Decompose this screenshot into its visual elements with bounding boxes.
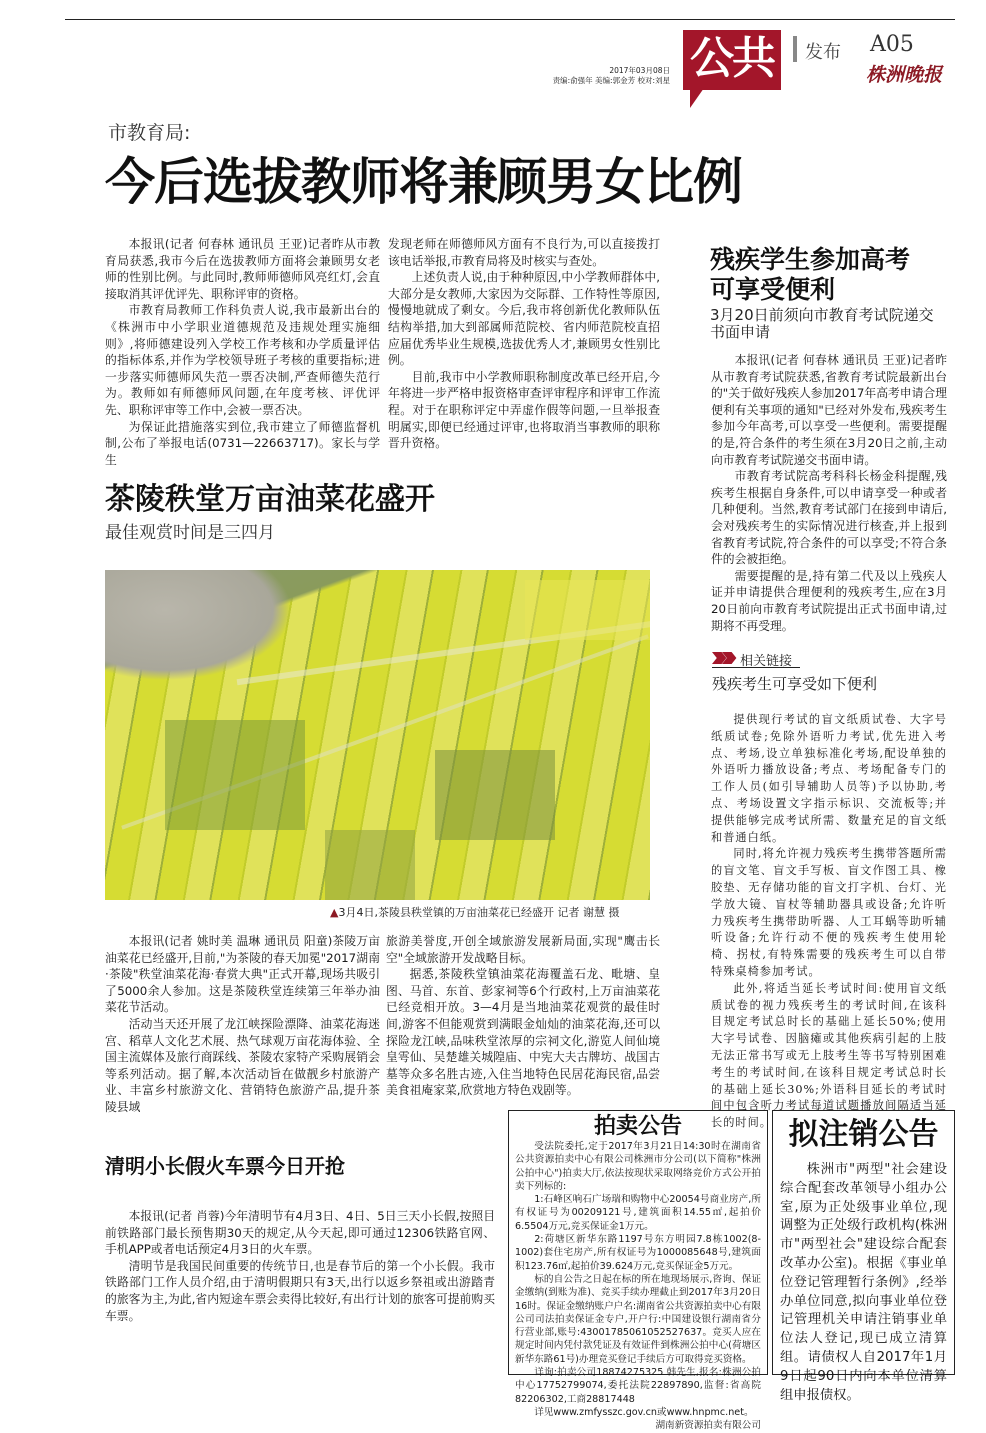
paragraph: 发现老师在师德师风方面有不良行为,可以直接拨打该电话举报,市教育局将及时核实与查处。 [388,237,660,268]
paragraph: 为保证此措施落实到位,我市建立了师德监督机制,公布了举报电话(0731—22663717)。家长与学生 [105,419,380,467]
related-link-body [711,712,947,1132]
lead-column-2 [388,236,660,452]
triangle-icon: ▲ [330,906,339,919]
auction-notice [508,1110,768,1432]
paragraph: 目前,我市中小学教师职称制度改革已经开启,今年将进一步严格申报资格审查评审程序和评审工作流程。对于在职称评定中弄虚作假等问题,一旦举报查明属实,即便已经通过评审,也将取消当事教师的职称晋升资格。 [388,369,660,451]
rapeseed-column-2 [386,933,660,1099]
paragraph: 2:荷塘区新华东路1197号东方明园7.8栋1002(8-1002)套住宅房产,所有权证号为1000085648号,建筑面积123.76㎡,起拍价39.624万元,竞买保证金5万元。 [515,1234,761,1272]
rapeseed-column-1 [105,933,380,1116]
auction-title: 拍卖公告 [593,1114,682,1139]
lead-kicker: 市教育局: [108,122,191,144]
paragraph: 本报讯(记者 何春林 通讯员 王亚)记者昨从市教育考试院获悉,省教育考试院最新出台的"关于做好残疾人参加2017年高考申请合理便利有关事项的通知"已经对外发布,残疾考生参加今年高考,可以享受一些便利。需要提醒的是,符合条件的考生须在3月20日之前,主动向市教育考试院递交书面申请。 [711,353,947,467]
lead-headline: 今后选拔教师将兼顾男女比例 [105,153,742,211]
rapeseed-subtitle: 最佳观赏时间是三四月 [105,523,275,543]
related-link-title: 残疾考生可享受如下便利 [712,675,878,693]
paragraph: 标的自公告之日起在标的所在地现场展示,咨询、保证金缴纳(到账为准)、竞买手续办理截止到2017年3月20日16时。保证金缴纳账户户名:湖南省公共资源拍卖中心有限公司司法拍卖保证金专户,开户行:中国建设银行湖南省分行营业部,账号:43001785061052527637。竞买人应在规定时间内凭付款凭证及有效证件到株洲公拍中心(荷塘区新华东路61号)办理竞买登记手续后方可取得竞买资格。 [515,1273,761,1365]
paragraph: 旅游美誉度,开创全域旅游发展新局面,实现"鹰击长空"全域旅游开发战略目标。 [386,934,660,965]
editor-credits: 责编:俞强年 美编:郭金芳 校对:刘星 [552,76,670,85]
divider [793,36,797,62]
logo-tail [690,88,704,108]
section-name: 发布 [805,42,841,63]
dateline [540,66,670,86]
lead-column-1 [105,236,380,468]
paragraph: 株洲市"两型"社会建设综合配套改革领导小组办公室,原为正处级事业单位,现调整为正处级行政机构(株洲市"两型社会"建设综合配套改革办公室)。根据《事业单位登记管理暂行条例》,经举办单位同意,拟向事业单位登记管理机关申请注销事业单位法人登记,现已成立清算组。请债权人自2017年1月9日起90日内向本单位清算组申报债权。 [780,1162,947,1403]
paragraph: 本报讯(记者 何春林 通讯员 王亚)记者昨从市教育局获悉,我市今后在选拔教师方面将会兼顾男女老师的性别比例。与此同时,教师师德师风亮红灯,会直接取消其评优评先、职称评审的资格。 [105,237,380,301]
paragraph: 1:石峰区响石广场瑞和购物中心20054号商业房产,所有权证号为00209121号,建筑面积14.55㎡,起拍价6.5504万元,竞买保证金1万元。 [515,1194,761,1232]
deregistration-notice [772,1110,955,1403]
paragraph: 受法院委托,定于2017年3月21日14:30时在湖南省公共资源拍卖中心有限公司株洲市分公司(以下简称"株洲公拍中心")拍卖大厅,依法按现状采取网络竞价方式公开拍卖下列标的: [515,1141,761,1192]
page-number: A05 [870,32,914,57]
paragraph: 市教育局教师工作科负责人说,我市最新出台的《株洲市中小学职业道德规范及违规处理实施细则》,将师德建设列入学校工作考核和办学质量评估的指标体系,并作为学校领导班子考核的重要指标;进一步落实师德师风失范一票否决制,严查师德失范行为。教师如有师德师风问题,在年度考核、评优评先、职称评审等工作中,会被一票否决。 [105,303,380,417]
side-title-line-1: 残疾学生参加高考 [710,245,911,274]
paragraph: 活动当天还开展了龙江峡探险漂降、油菜花海迷宫、稻草人文化艺术展、热气球观万亩花海体验、全国主流媒体及旅行商踩线、茶陵农家特产采购展销会等系列活动。据了解,本次活动旨在做靓乡村旅游产业、丰富乡村旅游文化、营销特色旅游产品,提升茶陵县域 [105,1016,380,1114]
rapeseed-header [105,482,435,543]
paragraph: 需要提醒的是,持有第二代及以上残疾人证并申请提供合理便利的残疾考生,应在3月20日前向市教育考试院提出正式书面申请,过期将不再受理。 [711,568,947,633]
rapeseed-title: 茶陵秩堂万亩油菜花盛开 [105,482,435,517]
side-body [711,352,947,634]
paragraph: 同时,将允许视力残疾考生携带答题所需的盲文笔、盲文手写板、盲文作图工具、橡胶垫、无存储功能的盲文打字机、台灯、光学放大镜、盲杖等辅助器具或设备;允许听力残疾考生携带助听器、人工耳蜗等助听辅听设备;允许行动不便的残疾考生使用轮椅、拐杖,有特殊需要的残疾考生可以自带特殊桌椅参加考试。 [711,847,947,978]
train-body [105,1208,495,1324]
auction-body [515,1140,761,1433]
section-logo: 公共 [683,30,781,90]
newspaper-name: 株洲晚报 [866,64,943,86]
auction-signature: 湖南新资源拍卖有限公司 [655,1420,761,1432]
paragraph: 本报讯(记者 姚时美 温琳 通讯员 阳童)茶陵万亩油菜花已经盛开,目前,"为茶陵的春天加冕"2017湖南·茶陵"秩堂油菜花海·春赏大典"正式开幕,现场共吸引了5000余人参加。这是茶陵秩堂连续第三年举办油菜花节活动。 [105,934,380,1015]
paragraph: 清明节是我国民间重要的传统节日,也是春节后的第一个小长假。我市铁路部门工作人员介绍,由于清明假期只有3天,出行以返乡祭祖或出游踏青的旅客为主,为此,省内短途车票会卖得比较好,有出行计划的旅客可提前购买车票。 [105,1258,495,1323]
rapeseed-field-photo [105,570,650,900]
paragraph: 提供现行考试的盲文纸质试卷、大字号纸质试卷;免除外语听力考试,优先进入考点、考场,设立单独标准化考场,配设单独的外语听力播放设备;考点、考场配备专门的工作人员(如引导辅助人员等)予以协助,考点、考场设置文字指示标识、交流板等;并提供能够完成考试所需、数量充足的盲文纸和普通白纸。 [711,713,947,844]
paragraph: 市教育考试院高考科科长杨金科提醒,残疾考生根据自身条件,可以申请享受一种或者几种便利。当然,教育考试部门在接到申请后,会对残疾考生的实际情况进行核查,并上报到省教育考试院,符合条件的可以享受;不符合条件的会被拒绝。 [711,469,947,567]
side-article-header [710,245,960,341]
notice-title: 拟注销公告 [788,1117,939,1152]
paragraph: 上述负责人说,由于种种原因,中小学教师群体中,大部分是女教师,大家因为交际群、工作特性等原因,慢慢地就成了剩女。今后,我市将创新优化教师队伍结构举措,加大到部属师范院校、省内师范院校直招应届优秀毕业生规模,选拔优秀人才,兼顾男女性别比例。 [388,270,660,368]
photo-caption [330,904,619,920]
paragraph: 此外,将适当延长考试时间:使用盲文纸质试卷的视力残疾考生的考试时间,在该科目规定考试总时长的基础上延长50%;使用大字号试卷、因脑瘫或其他疾病引起的上肢无法正常书写或无上肢考生等书写特别困难考生的考试时间,在该科目规定考试总时长的基础上延长30%;外语科目延长的考试时间中包含听力考试每道试题播放间隔适当延长的时间。 [711,981,947,1130]
related-link-label: 相关链接 [712,650,800,668]
issue-date: 2017年03月08日 [609,66,670,75]
paragraph: 据悉,茶陵秩堂镇油菜花海覆盖石龙、毗塘、皇图、马首、东首、彭家祠等6个行政村,上万亩油菜花已经竞相开放。3—4月是当地油菜花观赏的最佳时间,游客不但能观赏到满眼金灿灿的油菜花海,还可以探险龙江峡,品味秩堂浓厚的宗祠文化,游览人间仙境皇雩仙、吴楚雄关城隍庙、中宪大夫古牌坊、战国古墓等众多名胜古迹,入住当地特色民居花海民宿,品尝美食祖庵家菜,欣赏地方特色戏剧等。 [386,967,660,1098]
side-title-line-2: 可享受便利 [710,275,836,304]
notice-body [780,1161,947,1405]
top-rule [65,19,955,20]
side-subtitle: 3月20日前须向市教育考试院递交书面申请 [710,306,934,341]
auction-website: 详见www.zmfysszc.gov.cn或www.hnpmc.net。 [534,1406,754,1418]
paragraph: 本报讯(记者 肖蓉)今年清明节有4月3日、4日、5日三天小长假,按照目前铁路部门最长预售期30天的规定,从今天起,即可通过12306铁路官网、手机APP或者电话预定4月3日的火车票。 [105,1209,495,1257]
paragraph: 详询:拍卖公司18874275325 韩先生,报名:株洲公拍中心17752799074,委托法院22897890,监督:省高院82206302,工商28817448 [515,1367,761,1405]
caption-text: 3月4日,茶陵县秩堂镇的万亩油菜花已经盛开 记者 谢慧 摄 [338,906,620,919]
train-title: 清明小长假火车票今日开抢 [105,1154,345,1178]
